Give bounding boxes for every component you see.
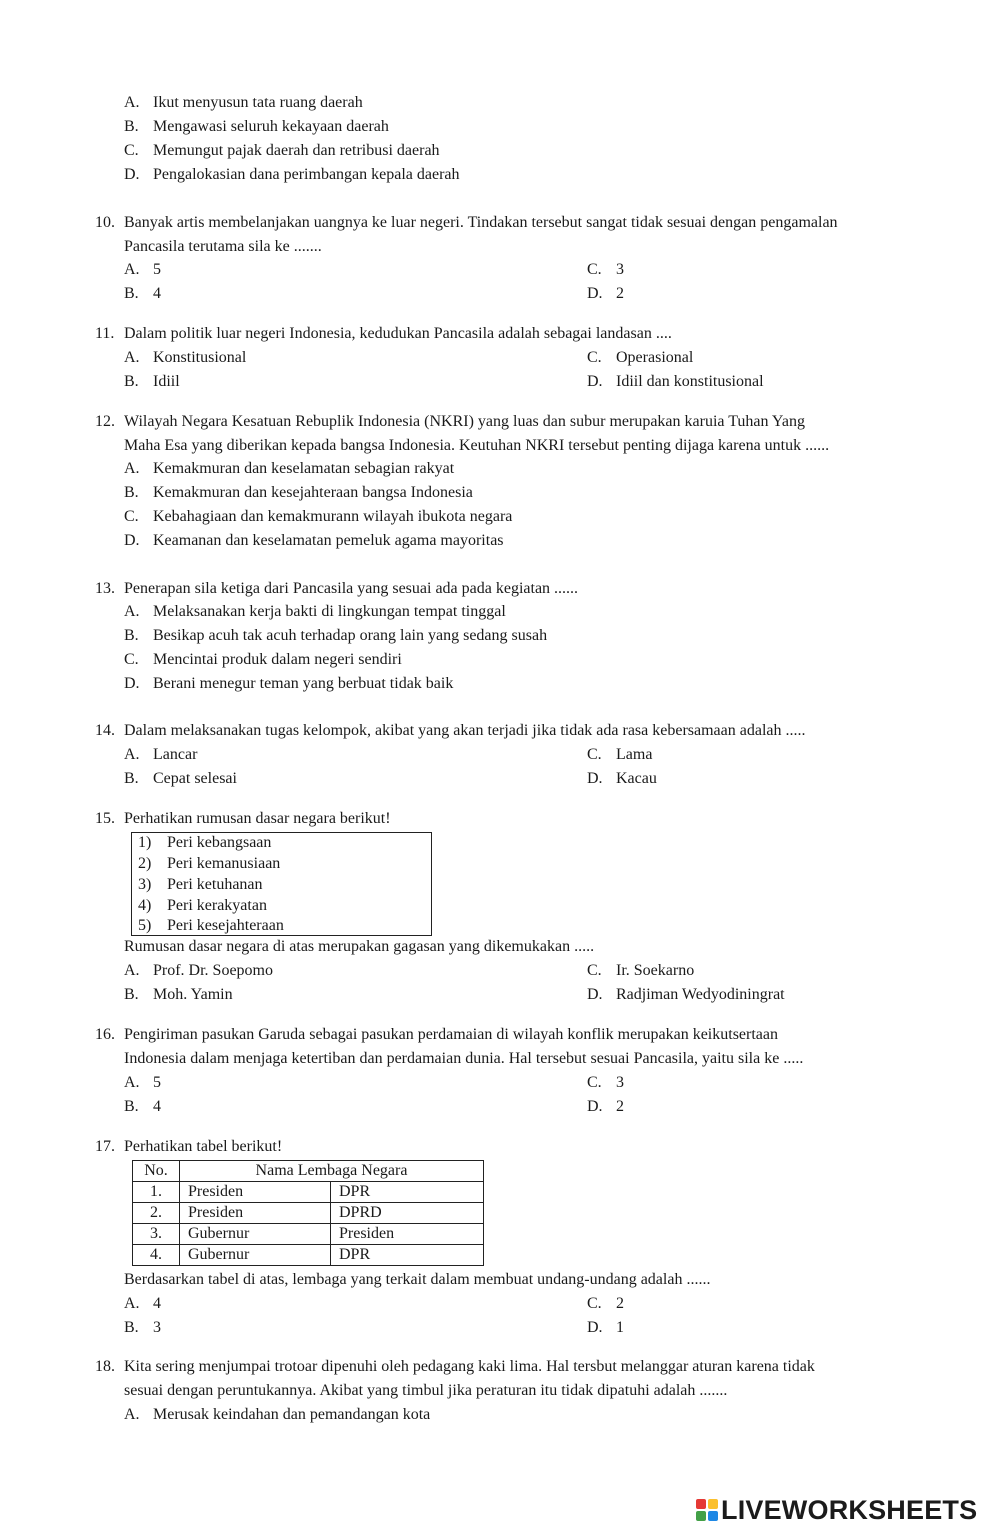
lembaga-table [132,1160,484,1266]
table-row [133,1245,484,1266]
table-header-row [133,1161,484,1182]
option-d: D. Kacau [587,770,657,787]
logo-square-icon [708,1511,718,1521]
list-item: 3) Peri ketuhanan [138,876,263,893]
option-d: D. Keamanan dan keselamatan pemeluk agama mayoritas [124,532,504,549]
option-d: D. Radjiman Wedyodiningrat [587,986,785,1003]
table-cell: Presiden [180,1182,331,1203]
logo-square-icon [708,1499,718,1509]
question-number: 10. [95,214,115,231]
list-item: 5) Peri kesejahteraan [138,917,284,934]
table-cell-no: 1. [133,1182,180,1203]
list-item: 1) Peri kebangsaan [138,834,272,851]
option-a: A. Prof. Dr. Soepomo [124,962,273,979]
table-row [133,1203,484,1224]
option-a: A. 5 [124,261,161,278]
question-text: Wilayah Negara Kesatuan Rebuplik Indonesia (NKRI) yang luas dan subur merupakan karuia Tuhan Yang [124,413,805,430]
logo-square-icon [696,1499,706,1509]
table-cell: Gubernur [180,1224,331,1245]
logo-text: LIVEWORKSHEETS [721,1494,978,1525]
logo-icon [696,1499,718,1521]
option-c: C. Mencintai produk dalam negeri sendiri [124,651,402,668]
option-a: A. Konstitusional [124,349,247,366]
question-text: Pengiriman pasukan Garuda sebagai pasukan perdamaian di wilayah konflik merupakan keikutsertaan [124,1026,778,1043]
table-cell: Gubernur [180,1245,331,1266]
option-c: C. Operasional [587,349,694,366]
rumusan-box [131,832,432,936]
question-text: Perhatikan rumusan dasar negara berikut! [124,810,391,827]
table-row [133,1224,484,1245]
option-c: C. Ir. Soekarno [587,962,695,979]
option-a: A. Melaksanakan kerja bakti di lingkungan tempat tinggal [124,603,506,620]
option-b: B. Mengawasi seluruh kekayaan daerah [124,118,389,135]
question-text: Banyak artis membelanjakan uangnya ke luar negeri. Tindakan tersebut sangat tidak sesuai dengan pengamalan [124,214,838,231]
option-d: D. Pengalokasian dana perimbangan kepala daerah [124,166,460,183]
table-header-name: Nama Lembaga Negara [180,1161,484,1182]
question-text: Penerapan sila ketiga dari Pancasila yang sesuai ada pada kegiatan ...... [124,580,579,597]
option-c: C. 3 [587,261,624,278]
table-cell: Presiden [331,1224,484,1245]
question-text: Berdasarkan tabel di atas, lembaga yang terkait dalam membuat undang-undang adalah ...... [124,1271,711,1288]
option-b: B. Kemakmuran dan kesejahteraan bangsa Indonesia [124,484,473,501]
question-text: sesuai dengan peruntukannya. Akibat yang timbul jika peraturan itu tidak dipatuhi adalah ....... [124,1382,728,1399]
option-a: A. Kemakmuran dan keselamatan sebagian rakyat [124,460,455,477]
option-b: B. 4 [124,1098,161,1115]
question-text: Perhatikan tabel berikut! [124,1138,283,1155]
option-c: C. Kebahagiaan dan kemakmurann wilayah ibukota negara [124,508,513,525]
list-item: 2) Peri kemanusiaan [138,855,281,872]
option-d: D. 2 [587,285,624,302]
option-c: C. 2 [587,1295,624,1312]
question-number: 12. [95,413,115,430]
question-text: Kita sering menjumpai trotoar dipenuhi oleh pedagang kaki lima. Hal tersbut melanggar aturan karena tidak [124,1358,815,1375]
option-a: A. Lancar [124,746,198,763]
option-c: C. 3 [587,1074,624,1091]
option-a: A. 5 [124,1074,161,1091]
question-number: 16. [95,1026,115,1043]
question-text: Rumusan dasar negara di atas merupakan gagasan yang dikemukakan ..... [124,938,595,955]
question-text: Dalam politik luar negeri Indonesia, kedudukan Pancasila adalah sebagai landasan .... [124,325,672,342]
option-a: A. Merusak keindahan dan pemandangan kota [124,1406,431,1423]
question-text: Indonesia dalam menjaga ketertiban dan perdamaian dunia. Hal tersebut sesuai Pancasila, yaitu sila ke ..... [124,1050,804,1067]
table-cell-no: 3. [133,1224,180,1245]
table-cell: DPR [331,1245,484,1266]
table-row [133,1182,484,1203]
table-header-no: No. [133,1161,180,1182]
question-number: 17. [95,1138,115,1155]
question-text: Maha Esa yang diberikan kepada bangsa Indonesia. Keutuhan NKRI tersebut penting dijaga karena untuk ...... [124,437,830,454]
option-d: D. Idiil dan konstitusional [587,373,764,390]
option-a: A. 4 [124,1295,161,1312]
table-cell-no: 4. [133,1245,180,1266]
table-cell: DPRD [331,1203,484,1224]
option-d: D. Berani menegur teman yang berbuat tidak baik [124,675,454,692]
list-item: 4) Peri kerakyatan [138,897,267,914]
option-d: D. 1 [587,1319,624,1336]
question-text: Dalam melaksanakan tugas kelompok, akibat yang akan terjadi jika tidak ada rasa kebersamaan adalah ..... [124,722,806,739]
option-c: C. Lama [587,746,653,763]
option-b: B. Moh. Yamin [124,986,233,1003]
question-number: 18. [95,1358,115,1375]
option-b: B. 4 [124,285,161,302]
question-number: 14. [95,722,115,739]
question-number: 11. [95,325,115,342]
logo-square-icon [696,1511,706,1521]
question-text: Pancasila terutama sila ke ....... [124,238,322,255]
question-number: 15. [95,810,115,827]
option-d: D. 2 [587,1098,624,1115]
option-b: B. Cepat selesai [124,770,237,787]
table-cell: DPR [331,1182,484,1203]
table-cell-no: 2. [133,1203,180,1224]
liveworksheets-logo [696,1494,977,1526]
option-b: B. Besikap acuh tak acuh terhadap orang lain yang sedang susah [124,627,548,644]
table-cell: Presiden [180,1203,331,1224]
option-a: A. Ikut menyusun tata ruang daerah [124,94,363,111]
option-b: B. 3 [124,1319,161,1336]
question-number: 13. [95,580,115,597]
option-b: B. Idiil [124,373,180,390]
option-c: C. Memungut pajak daerah dan retribusi daerah [124,142,440,159]
